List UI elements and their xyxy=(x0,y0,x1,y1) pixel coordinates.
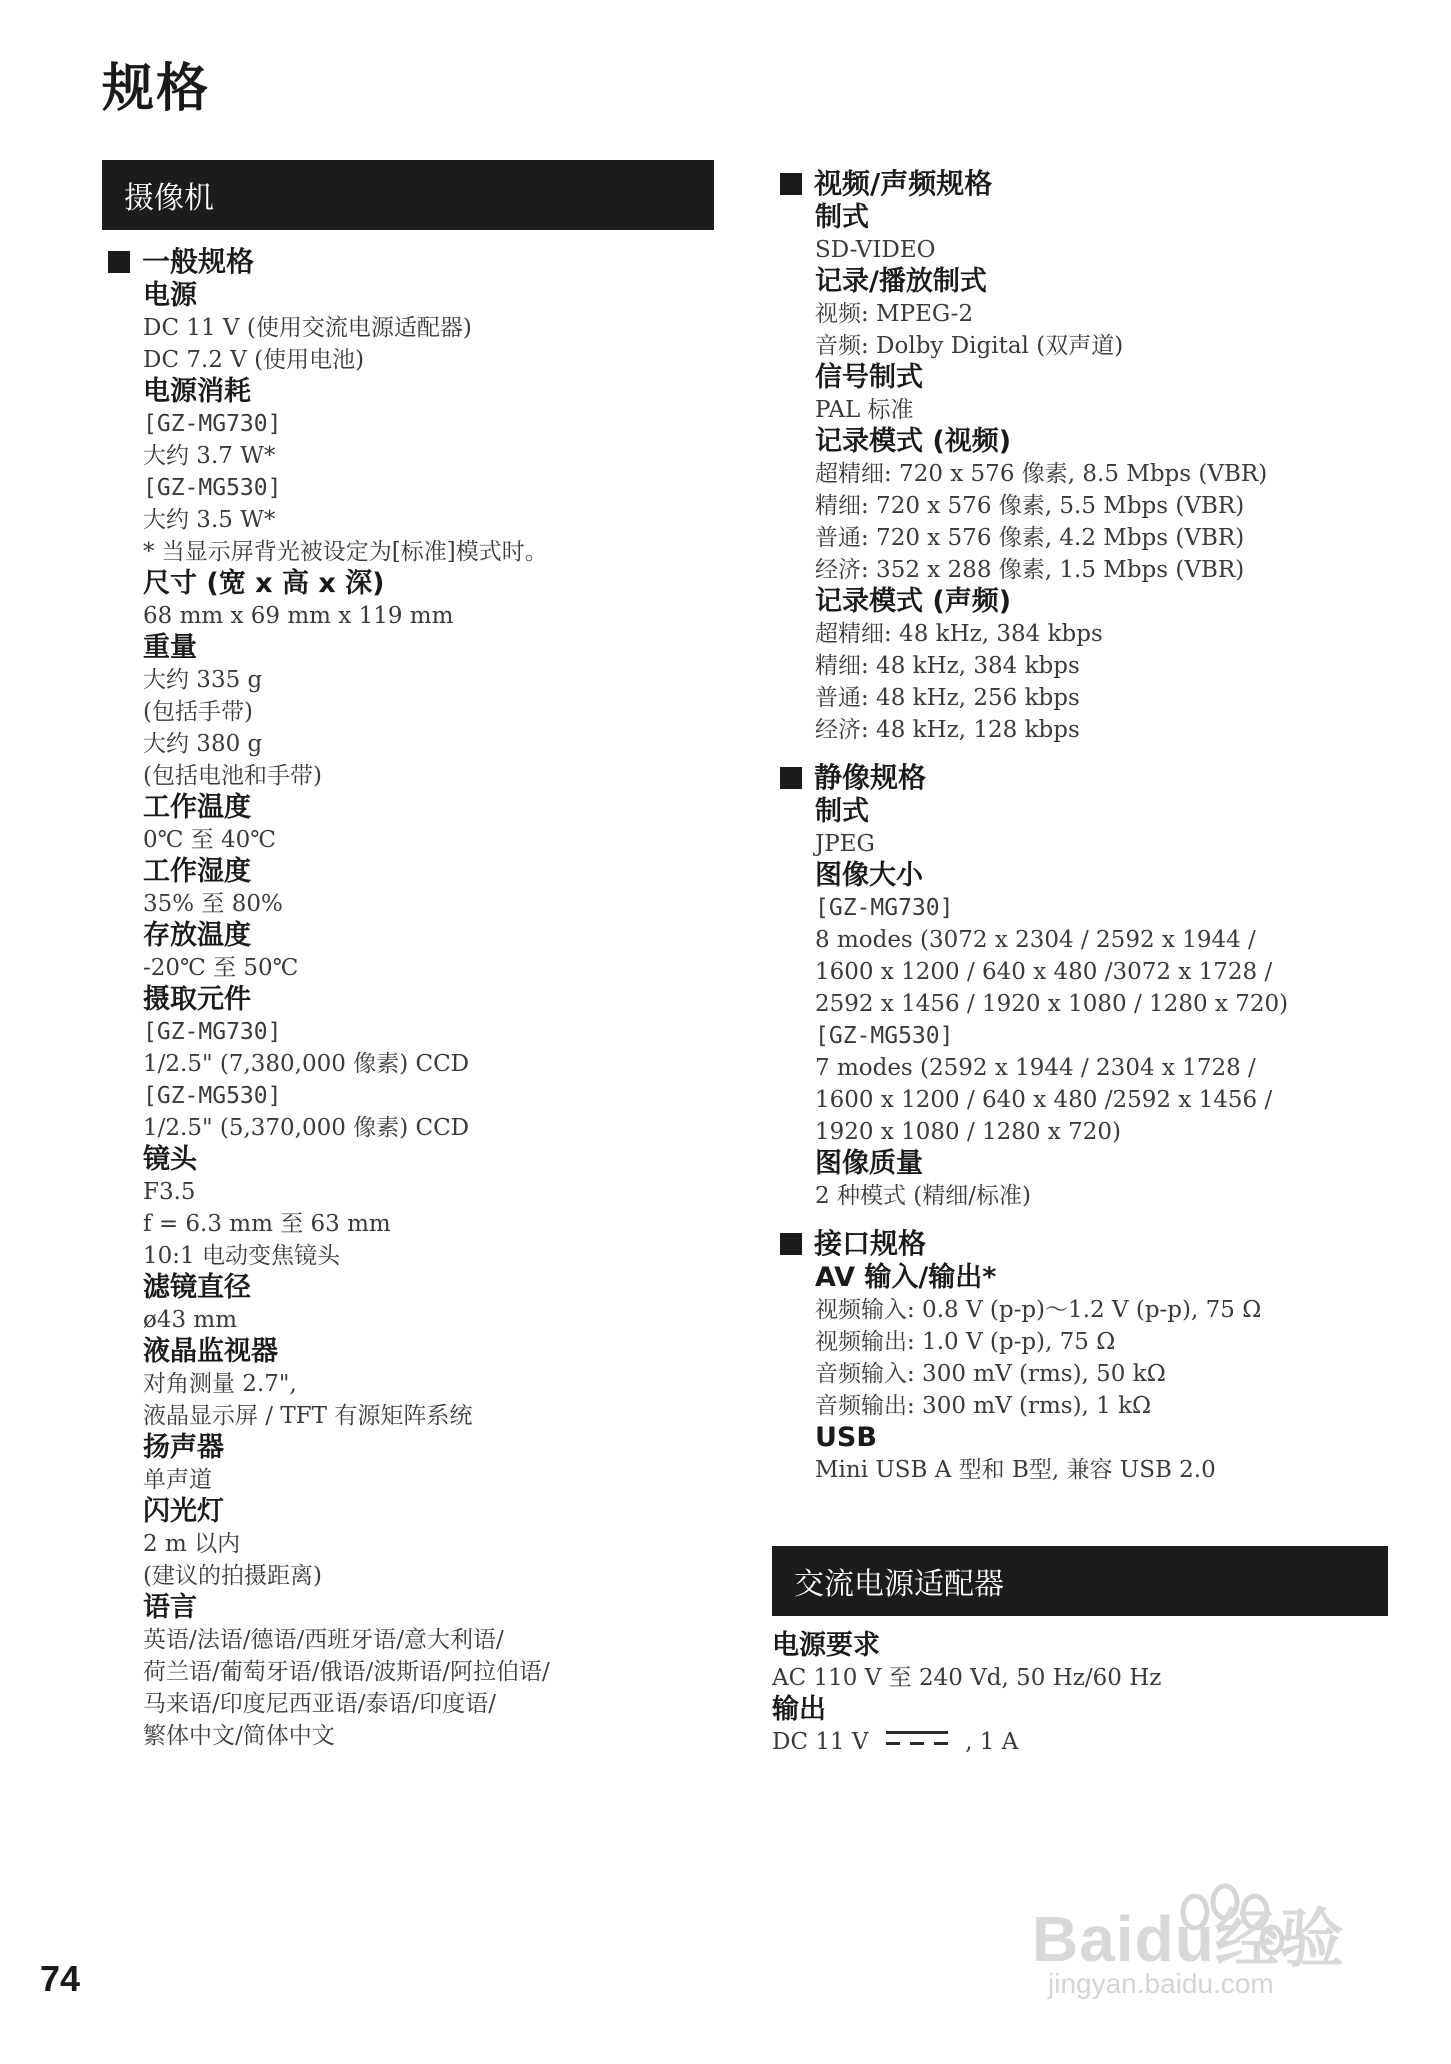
image-quality-value: 2 种模式 (精细/标准) xyxy=(815,1183,1031,1209)
image-size-line: 1920 x 1080 / 1280 x 720) xyxy=(815,1119,1122,1145)
audio-mode-line: 经济: 48 kHz, 128 kbps xyxy=(815,717,1080,743)
language-line: 繁体中文/简体中文 xyxy=(143,1723,335,1749)
model-tag: [GZ-MG530] xyxy=(815,1023,954,1049)
video-mode-line: 普通: 720 x 576 像素, 4.2 Mbps (VBR) xyxy=(815,525,1245,551)
av-format-value: SD-VIDEO xyxy=(815,237,936,263)
av-io-line: 音频输出: 300 mV (rms), 1 kΩ xyxy=(815,1393,1152,1419)
av-io-label: AV 输入/输出* xyxy=(815,1262,997,1293)
op-humidity-label: 工作湿度 xyxy=(143,856,251,887)
output-prefix: DC 11 V xyxy=(772,1729,869,1755)
still-spec-heading: 静像规格 xyxy=(780,760,1420,796)
watermark-url: jingyan.baidu.com xyxy=(1048,1968,1274,1999)
model-tag: [GZ-MG530] xyxy=(143,475,282,501)
rec-format-label: 记录/播放制式 xyxy=(815,266,987,297)
lens-label: 镜头 xyxy=(143,1144,197,1175)
consumption-note: * 当显示屏背光被设定为[标准]模式时。 xyxy=(143,539,548,565)
pickup-value: 1/2.5" (5,370,000 像素) CCD xyxy=(143,1115,470,1141)
language-line: 英语/法语/德语/西班牙语/意大利语/ xyxy=(143,1627,504,1653)
audio-mode-label: 记录模式 (声频) xyxy=(815,586,1012,617)
camcorder-band-label: 摄像机 xyxy=(124,181,214,216)
left-column xyxy=(108,244,708,1752)
op-temp-label: 工作温度 xyxy=(143,792,251,823)
image-size-line: 2592 x 1456 / 1920 x 1080 / 1280 x 720) xyxy=(815,991,1289,1017)
image-quality-label: 图像质量 xyxy=(815,1148,923,1179)
output-value xyxy=(772,1726,1388,1759)
video-mode-line: 精细: 720 x 576 像素, 5.5 Mbps (VBR) xyxy=(815,493,1245,519)
storage-temp-value: -20℃ 至 50℃ xyxy=(143,955,299,981)
audio-mode-line: 精细: 48 kHz, 384 kbps xyxy=(815,653,1080,679)
dimensions-label: 尺寸 (宽 x 高 x 深) xyxy=(143,568,385,599)
image-size-line: 7 modes (2592 x 1944 / 2304 x 1728 / xyxy=(815,1055,1256,1081)
power-line: DC 11 V (使用交流电源适配器) xyxy=(143,315,472,341)
language-line: 马来语/印度尼西亚语/泰语/印度语/ xyxy=(143,1691,496,1717)
power-requirement-label: 电源要求 xyxy=(772,1630,880,1661)
filter-value: ø43 mm xyxy=(143,1307,238,1333)
rec-format-line: 音频: Dolby Digital (双声道) xyxy=(815,333,1124,359)
model-tag: [GZ-MG730] xyxy=(143,411,282,437)
op-temp-value: 0℃ 至 40℃ xyxy=(143,827,276,853)
bullet-square-icon xyxy=(780,173,802,195)
flash-line: (建议的拍摄距离) xyxy=(143,1563,322,1589)
lens-line: 10:1 电动变焦镜头 xyxy=(143,1243,340,1269)
right-column xyxy=(780,166,1420,1486)
audio-mode-line: 超精细: 48 kHz, 384 kbps xyxy=(815,621,1103,647)
av-io-line: 音频输入: 300 mV (rms), 50 kΩ xyxy=(815,1361,1166,1387)
rec-format-line: 视频: MPEG-2 xyxy=(815,301,974,327)
still-spec-group xyxy=(780,796,1420,1212)
video-mode-line: 超精细: 720 x 576 像素, 8.5 Mbps (VBR) xyxy=(815,461,1268,487)
general-spec-heading: 一般规格 xyxy=(108,244,708,280)
weight-line: 大约 380 g xyxy=(143,731,263,757)
lcd-line: 液晶显示屏 / TFT 有源矩阵系统 xyxy=(143,1403,473,1429)
adapter-band-label: 交流电源适配器 xyxy=(794,1567,1004,1602)
weight-line: (包括电池和手带) xyxy=(143,763,322,789)
bullet-square-icon xyxy=(780,767,802,789)
consumption-value: 大约 3.5 W* xyxy=(143,507,276,533)
flash-line: 2 m 以内 xyxy=(143,1531,241,1557)
model-tag: [GZ-MG730] xyxy=(143,1019,282,1045)
speaker-label: 扬声器 xyxy=(143,1432,224,1463)
av-io-line: 视频输入: 0.8 V (p-p)～1.2 V (p-p), 75 Ω xyxy=(815,1297,1262,1323)
av-format-label: 制式 xyxy=(815,202,869,233)
weight-label: 重量 xyxy=(143,632,197,663)
speaker-value: 单声道 xyxy=(143,1467,212,1493)
power-line: DC 7.2 V (使用电池) xyxy=(143,347,365,373)
signal-value: PAL 标准 xyxy=(815,397,914,423)
pickup-value: 1/2.5" (7,380,000 像素) CCD xyxy=(143,1051,470,1077)
audio-mode-line: 普通: 48 kHz, 256 kbps xyxy=(815,685,1080,711)
adapter-spec-group xyxy=(772,1630,1388,1759)
general-spec-group xyxy=(108,280,708,1752)
watermark-brand: Baidu经验 xyxy=(1032,1903,1345,1975)
language-label: 语言 xyxy=(143,1592,197,1623)
language-line: 荷兰语/葡萄牙语/俄语/波斯语/阿拉伯语/ xyxy=(143,1659,550,1685)
connector-spec-heading: 接口规格 xyxy=(780,1226,1420,1262)
dimensions-value: 68 mm x 69 mm x 119 mm xyxy=(143,603,454,629)
power-label: 电源 xyxy=(143,280,197,311)
lens-line: f = 6.3 mm 至 63 mm xyxy=(143,1211,391,1237)
video-mode-label: 记录模式 (视频) xyxy=(815,426,1012,457)
usb-value: Mini USB A 型和 B型, 兼容 USB 2.0 xyxy=(815,1457,1216,1483)
pickup-label: 摄取元件 xyxy=(143,984,251,1015)
av-spec-heading: 视频/声频规格 xyxy=(780,166,1420,202)
bullet-square-icon xyxy=(108,251,130,273)
consumption-label: 电源消耗 xyxy=(143,376,251,407)
still-format-label: 制式 xyxy=(815,796,869,827)
flash-label: 闪光灯 xyxy=(143,1496,224,1527)
output-suffix: , 1 A xyxy=(965,1729,1019,1755)
weight-line: (包括手带) xyxy=(143,699,253,725)
page-title: 规格 xyxy=(102,59,211,119)
camcorder-section-band xyxy=(102,160,714,230)
output-label: 输出 xyxy=(772,1694,826,1725)
bullet-square-icon xyxy=(780,1233,802,1255)
video-mode-line: 经济: 352 x 288 像素, 1.5 Mbps (VBR) xyxy=(815,557,1245,583)
lcd-label: 液晶监视器 xyxy=(143,1336,278,1367)
still-format-value: JPEG xyxy=(815,831,875,857)
dc-symbol-icon xyxy=(886,1727,948,1759)
consumption-value: 大约 3.7 W* xyxy=(143,443,276,469)
image-size-line: 1600 x 1200 / 640 x 480 /3072 x 1728 / xyxy=(815,959,1273,985)
filter-label: 滤镜直径 xyxy=(143,1272,251,1303)
storage-temp-label: 存放温度 xyxy=(143,920,251,951)
av-spec-group xyxy=(780,202,1420,746)
op-humidity-value: 35% 至 80% xyxy=(143,891,283,917)
model-tag: [GZ-MG730] xyxy=(815,895,954,921)
image-size-line: 8 modes (3072 x 2304 / 2592 x 1944 / xyxy=(815,927,1256,953)
lcd-line: 对角测量 2.7", xyxy=(143,1371,297,1397)
connector-spec-group xyxy=(780,1262,1420,1486)
page-number: 74 xyxy=(40,1958,81,1999)
signal-label: 信号制式 xyxy=(815,362,923,393)
weight-line: 大约 335 g xyxy=(143,667,263,693)
adapter-section-band xyxy=(772,1546,1388,1616)
usb-label: USB xyxy=(815,1422,877,1453)
model-tag: [GZ-MG530] xyxy=(143,1083,282,1109)
lens-line: F3.5 xyxy=(143,1179,196,1205)
image-size-line: 1600 x 1200 / 640 x 480 /2592 x 1456 / xyxy=(815,1087,1273,1113)
av-io-line: 视频输出: 1.0 V (p-p), 75 Ω xyxy=(815,1329,1116,1355)
image-size-label: 图像大小 xyxy=(815,860,923,891)
power-requirement-value: AC 110 V 至 240 Vd, 50 Hz/60 Hz xyxy=(772,1665,1162,1691)
